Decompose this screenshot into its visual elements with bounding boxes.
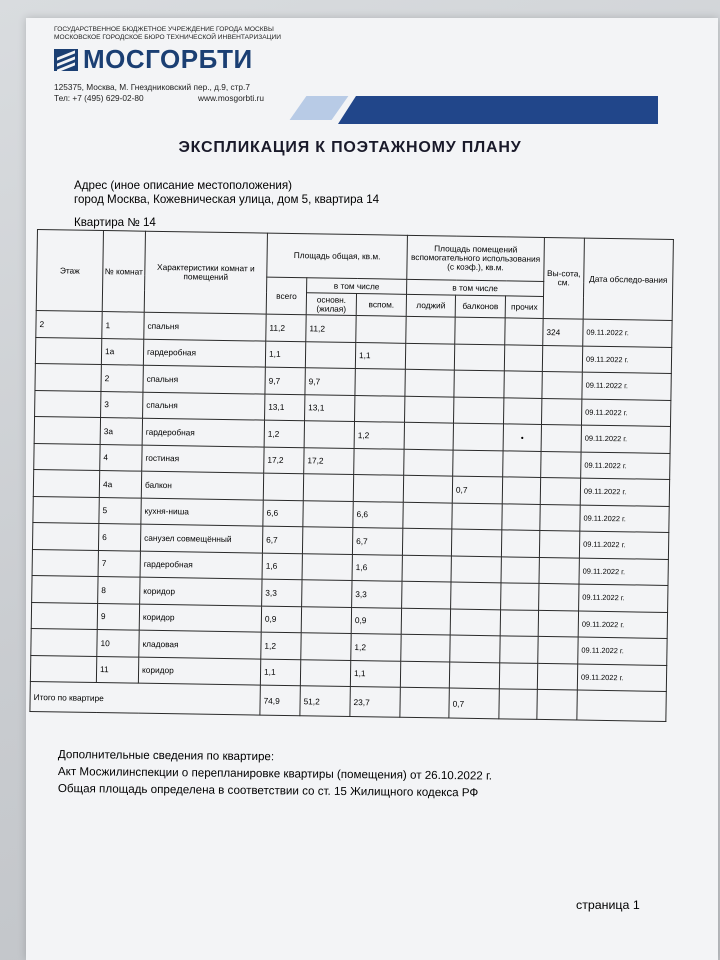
cell-loggia xyxy=(400,661,449,688)
cell-floor xyxy=(31,602,97,630)
totals-height xyxy=(537,689,577,720)
cell-other xyxy=(504,344,542,371)
cell-loggia xyxy=(406,316,455,343)
cell-main xyxy=(301,633,351,660)
org-address: 125375, Москва, М. Гнездниковский пер., д.9, стр.7 xyxy=(54,82,250,92)
cell-main: 17,2 xyxy=(304,447,354,474)
cell-balcony xyxy=(453,423,503,450)
logo-mark-icon xyxy=(54,49,78,71)
cell-loggia xyxy=(405,343,454,370)
cell-loggia xyxy=(404,449,453,476)
header-balconies: балконов xyxy=(455,295,505,318)
cell-total: 9,7 xyxy=(265,367,305,394)
cell-floor xyxy=(32,549,98,577)
cell-aux: 1,6 xyxy=(352,554,402,581)
cell-other xyxy=(502,477,540,504)
cell-height xyxy=(542,371,582,398)
cell-aux xyxy=(353,475,403,502)
totals-label: Итого по квартире xyxy=(30,681,260,715)
cell-room-no: 1а xyxy=(101,338,143,365)
info-line-1: Акт Мосжилинспекции о перепланировке квартиры (помещения) от 26.10.2022 г. xyxy=(57,765,493,783)
cell-total: 1,1 xyxy=(265,341,305,368)
cell-total: 0,9 xyxy=(261,606,301,633)
cell-balcony: 0,7 xyxy=(452,476,502,503)
cell-floor xyxy=(35,337,101,365)
cell-aux: 1,1 xyxy=(355,342,405,369)
cell-balcony xyxy=(451,529,501,556)
cell-height xyxy=(539,530,579,557)
cell-total: 11,2 xyxy=(266,314,306,341)
cell-other xyxy=(501,556,539,583)
info-line-2: Общая площадь определена в соответствии со ст. 15 Жилищного кодекса РФ xyxy=(57,782,479,800)
cell-total xyxy=(263,473,303,500)
cell-height xyxy=(539,557,579,584)
cell-room-name: коридор xyxy=(138,657,260,685)
cell-balcony xyxy=(454,344,504,371)
cell-room-name: спальня xyxy=(144,312,266,340)
cell-height xyxy=(540,504,580,531)
cell-total: 1,2 xyxy=(261,632,301,659)
cell-floor xyxy=(34,416,100,444)
cell-date: 09.11.2022 г. xyxy=(581,452,670,480)
cell-height xyxy=(542,398,582,425)
cell-room-name: санузел совмещённый xyxy=(140,524,262,552)
cell-loggia xyxy=(405,396,454,423)
cell-other xyxy=(505,318,543,345)
org-website: www.mosgorbti.ru xyxy=(198,93,264,103)
document-title: ЭКСПЛИКАЦИЯ К ПОЭТАЖНОМУ ПЛАНУ xyxy=(178,139,522,156)
cell-room-name: гардеробная xyxy=(142,418,264,446)
cell-floor xyxy=(33,469,99,497)
totals-main: 51,2 xyxy=(300,686,350,717)
header-auxiliary: вспом. xyxy=(356,294,406,317)
cell-loggia xyxy=(403,475,452,502)
cell-floor xyxy=(35,363,101,391)
header-area-total-group: Площадь общая, кв.м. xyxy=(267,233,408,279)
cell-balcony xyxy=(451,556,501,583)
org-phone: Тел: +7 (495) 629-02-80 xyxy=(54,93,144,103)
cell-date: 09.11.2022 г. xyxy=(580,505,669,533)
cell-balcony xyxy=(450,609,500,636)
cell-main xyxy=(302,553,352,580)
cell-date: 09.11.2022 г. xyxy=(578,611,667,639)
header-including: в том числе xyxy=(307,278,407,295)
cell-floor xyxy=(35,390,101,418)
cell-date: 09.11.2022 г. xyxy=(577,664,666,692)
header-aux-area-group: Площадь помещений вспомогательного использования (с коэф.), кв.м. xyxy=(407,235,545,281)
cell-loggia xyxy=(402,581,451,608)
header-loggias: лоджий xyxy=(406,294,455,317)
cell-balcony xyxy=(454,397,504,424)
cell-room-name: спальня xyxy=(143,365,265,393)
logo xyxy=(54,44,253,75)
header-main-living: основн. (жилая) xyxy=(306,293,356,316)
cell-aux: 1,2 xyxy=(354,422,404,449)
cell-main xyxy=(302,527,352,554)
org-name xyxy=(54,26,281,43)
cell-floor xyxy=(30,655,96,683)
cell-balcony xyxy=(449,662,499,689)
cell-other xyxy=(501,530,539,557)
totals-date xyxy=(577,690,666,721)
cell-other xyxy=(503,450,541,477)
cell-balcony xyxy=(451,582,501,609)
cell-room-no: 3 xyxy=(101,391,143,418)
cell-main: 13,1 xyxy=(305,394,355,421)
cell-balcony xyxy=(452,503,502,530)
cell-floor xyxy=(34,443,100,471)
header-room-no: № комнат xyxy=(102,231,145,313)
cell-aux: 0,9 xyxy=(351,607,401,634)
cell-loggia xyxy=(402,528,451,555)
totals-balcony: 0,7 xyxy=(449,688,499,719)
cell-aux xyxy=(354,448,404,475)
logo-text: МОСГОРБТИ xyxy=(83,44,253,74)
totals-other xyxy=(499,689,537,720)
cell-date: 09.11.2022 г. xyxy=(582,346,671,374)
cell-room-name: кухня-ниша xyxy=(141,498,263,526)
cell-total: 6,6 xyxy=(263,500,303,527)
cell-floor xyxy=(32,575,98,603)
cell-room-no: 9 xyxy=(97,603,139,630)
cell-room-no: 8 xyxy=(98,577,140,604)
cell-room-no: 7 xyxy=(98,550,140,577)
header-survey-date: Дата обследо-вания xyxy=(583,238,673,320)
cell-other xyxy=(499,662,537,689)
explication-table xyxy=(29,229,674,722)
cell-height xyxy=(538,610,578,637)
cell-total: 1,1 xyxy=(260,659,300,686)
cell-balcony xyxy=(454,370,504,397)
header-height: Вы-сота, см. xyxy=(543,237,584,319)
cell-height xyxy=(542,345,582,372)
cell-other xyxy=(504,397,542,424)
cell-total: 1,2 xyxy=(264,420,304,447)
header-total: всего xyxy=(266,277,307,315)
cell-aux: 6,6 xyxy=(353,501,403,528)
cell-total: 6,7 xyxy=(262,526,302,553)
cell-height xyxy=(541,424,581,451)
cell-floor xyxy=(32,522,98,550)
cell-balcony xyxy=(453,450,503,477)
cell-floor: 2 xyxy=(36,310,102,338)
cell-main xyxy=(303,474,353,501)
cell-room-name: коридор xyxy=(139,604,261,632)
cell-aux xyxy=(356,316,406,343)
cell-other xyxy=(501,583,539,610)
cell-floor xyxy=(33,496,99,524)
org-line-2: МОСКОВСКОЕ ГОРОДСКОЕ БЮРО ТЕХНИЧЕСКОЙ ИНВЕНТАРИЗАЦИИ xyxy=(54,34,281,42)
cell-loggia xyxy=(401,608,450,635)
cell-date: 09.11.2022 г. xyxy=(579,531,668,559)
cell-main xyxy=(303,500,353,527)
cell-height xyxy=(538,636,578,663)
cell-other xyxy=(504,371,542,398)
cell-room-no: 3а xyxy=(100,418,142,445)
totals-aux: 23,7 xyxy=(350,686,400,717)
cell-aux xyxy=(355,395,405,422)
cell-room-no: 4 xyxy=(100,444,142,471)
address-label: Адрес (иное описание местоположения) xyxy=(74,179,293,192)
cell-total: 13,1 xyxy=(265,394,305,421)
cell-room-name: гардеробная xyxy=(143,339,265,367)
cell-room-no: 2 xyxy=(101,365,143,392)
cell-other xyxy=(500,636,538,663)
apartment-number: Квартира № 14 xyxy=(74,216,156,229)
cell-aux xyxy=(355,369,405,396)
cell-height: 324 xyxy=(543,318,583,345)
header-including-2: в том числе xyxy=(407,279,544,296)
cell-floor xyxy=(31,628,97,656)
info-title: Дополнительные сведения по квартире: xyxy=(57,748,275,764)
page-number: страница 1 xyxy=(576,898,640,912)
cell-date: 09.11.2022 г. xyxy=(580,478,669,506)
cell-loggia xyxy=(401,634,450,661)
cell-other xyxy=(500,609,538,636)
cell-aux: 3,3 xyxy=(352,580,402,607)
cell-date: 09.11.2022 г. xyxy=(582,372,671,400)
cell-aux: 1,1 xyxy=(350,660,400,687)
header-band-dark xyxy=(338,96,658,124)
cell-date: 09.11.2022 г. xyxy=(583,319,672,347)
cell-main xyxy=(304,421,354,448)
cell-room-name: кладовая xyxy=(139,630,261,658)
cell-room-no: 4а xyxy=(99,471,141,498)
cell-loggia xyxy=(405,369,454,396)
cell-balcony xyxy=(450,635,500,662)
cell-total: 1,6 xyxy=(262,553,302,580)
cell-room-name: балкон xyxy=(141,471,263,499)
cell-main xyxy=(302,580,352,607)
cell-loggia xyxy=(403,502,452,529)
cell-date: 09.11.2022 г. xyxy=(579,558,668,586)
cell-room-no: 5 xyxy=(99,497,141,524)
cell-height xyxy=(539,583,579,610)
header-floor: Этаж xyxy=(36,230,103,312)
cell-other xyxy=(502,503,540,530)
cell-main xyxy=(301,606,351,633)
cell-date: 09.11.2022 г. xyxy=(581,425,670,453)
cell-room-name: гостиная xyxy=(142,445,264,473)
totals-total: 74,9 xyxy=(260,685,300,716)
header-other: прочих xyxy=(505,296,543,319)
cell-balcony xyxy=(455,317,505,344)
cell-room-name: коридор xyxy=(140,577,262,605)
cell-height xyxy=(541,451,581,478)
cell-room-no: 1 xyxy=(102,312,144,339)
cell-height xyxy=(540,477,580,504)
cell-main: 9,7 xyxy=(305,368,355,395)
cell-date: 09.11.2022 г. xyxy=(578,637,667,665)
org-line-1: ГОСУДАРСТВЕННОЕ БЮДЖЕТНОЕ УЧРЕЖДЕНИЕ ГОРОДА МОСКВЫ xyxy=(54,26,274,33)
cell-total: 3,3 xyxy=(262,579,302,606)
cell-date: 09.11.2022 г. xyxy=(579,584,668,612)
cell-room-name: гардеробная xyxy=(140,551,262,579)
cell-date: 09.11.2022 г. xyxy=(582,399,671,427)
cell-room-no: 6 xyxy=(98,524,140,551)
cell-loggia xyxy=(402,555,451,582)
cell-other: • xyxy=(503,424,541,451)
cell-room-no: 10 xyxy=(97,629,139,656)
cell-total: 17,2 xyxy=(264,447,304,474)
cell-main xyxy=(305,341,355,368)
cell-aux: 1,2 xyxy=(351,633,401,660)
cell-height xyxy=(537,663,577,690)
address-value: город Москва, Кожевническая улица, дом 5, квартира 14 xyxy=(74,193,380,206)
cell-loggia xyxy=(404,422,453,449)
totals-loggia xyxy=(400,687,449,718)
cell-room-name: спальня xyxy=(143,392,265,420)
header-characteristics: Характеристики комнат и помещений xyxy=(144,231,267,314)
cell-room-no: 11 xyxy=(96,656,138,683)
cell-main xyxy=(300,659,350,686)
table-body xyxy=(30,310,672,721)
cell-main: 11,2 xyxy=(306,315,356,342)
cell-aux: 6,7 xyxy=(352,527,402,554)
